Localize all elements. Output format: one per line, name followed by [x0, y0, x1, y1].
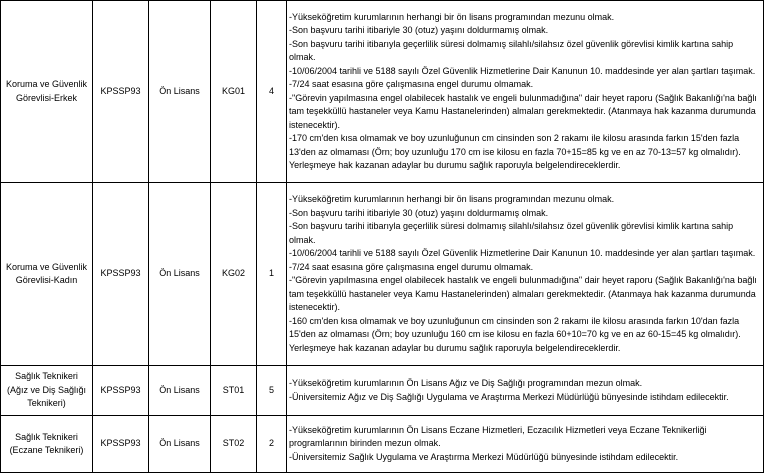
- position-title-line: Koruma ve Güvenlik: [5, 261, 88, 272]
- score-type-cell: KPSSP93: [93, 183, 149, 366]
- requirement-item: -Son başvuru tarihi itibarıyla geçerlilik süresi dolmamış silahlı/silahsız özel güvenlik görevlisi kimlik kartına sahip olmak.: [289, 221, 734, 245]
- position-title-line: (Ağız ve Diş Sağlığı: [6, 384, 87, 395]
- position-title-line: Teknikeri): [27, 398, 66, 409]
- score-type-cell: KPSSP93: [93, 416, 149, 473]
- requirement-item: -10/06/2004 tarihli ve 5188 sayılı Özel Güvenlik Hizmetlerine Dair Kanunun 10. maddesinde yer alan şartları taşımak.: [289, 65, 756, 76]
- requirement-item: -160 cm'den kısa olmamak ve boy uzunluğunun cm cinsinden son 2 rakamı ile kilosu arasında farkın 10'dan fazla 15'den az olmaması (Örn; boy uzunluğu 160 cm ise kilosu en fazla 60+10=70 kg ve en az 60-15=45 kg olmalıdır). Yerleşmeye hak kazanan adaylar bu durumu sağlık raporuyla belgelendireceklerdir.: [289, 315, 741, 353]
- position-quantity-cell: 2: [257, 416, 287, 473]
- requirements-cell: [287, 416, 764, 473]
- position-title-cell: [1, 366, 93, 416]
- requirement-item: -Üniversitemiz Sağlık Uygulama ve Araştırma Merkezi Müdürlüğü bünyesinde istihdam edilecektir.: [289, 451, 679, 462]
- requirements-cell: [287, 366, 764, 416]
- position-code-cell: KG01: [211, 1, 257, 183]
- position-title-cell: [1, 1, 93, 183]
- requirement-item: -"Görevin yapılmasına engel olabilecek hastalık ve engeli bulunmadığına" dair heyet raporu (Sağlık Bakanlığı'na bağlı tam teşekküllü hastaneler veya Kamu Hastanelerinden) almaları gerekmektedir. (Atanmaya hak kazanma durumunda istenecektir).: [289, 275, 757, 312]
- requirement-item: -170 cm'den kısa olmamak ve boy uzunluğunun cm cinsinden son 2 rakamı ile kilosu arasında farkın 15'den fazla 13'den az olmaması (Örn; boy uzunluğu 170 cm ise kilosu en fazla 70+15=85 kg ve en az 70-13=57 kg olmalıdır). Yerleşmeye hak kazanan adaylar bu durumu sağlık raporuyla belgelendireceklerdir.: [289, 133, 741, 170]
- requirement-item: -10/06/2004 tarihli ve 5188 sayılı Özel Güvenlik Hizmetlerine Dair Kanunun 10. maddesinde yer alan şartları taşımak.: [289, 248, 756, 258]
- table-row: [1, 1, 764, 183]
- education-level-cell: Ön Lisans: [149, 416, 211, 473]
- position-title-line: Sağlık Teknikeri: [15, 431, 78, 442]
- requirement-item: -7/24 saat esasına göre çalışmasına engel durumu olmamak.: [289, 261, 534, 272]
- position-title-line: Sağlık Teknikeri: [15, 371, 78, 382]
- position-code-cell: ST01: [211, 366, 257, 416]
- education-level-cell: Ön Lisans: [149, 366, 211, 416]
- position-title-line: Koruma ve Güvenlik: [5, 79, 88, 89]
- position-title-cell: [1, 416, 93, 473]
- requirement-item: -Yükseköğretim kurumlarının Ön Lisans Eczane Hizmetleri, Eczacılık Hizmetleri veya Eczane Teknikerliği programlarının birinden mezun olmak.: [289, 424, 707, 449]
- requirement-item: -"Görevin yapılmasına engel olabilecek hastalık ve engeli bulunmadığına" dair heyet raporu (Sağlık Bakanlığı'na bağlı tam teşekküllü hastaneler veya Kamu Hastanelerinden) almaları gerekmektedir. (Atanmaya hak kazanma durumunda istenecektir).: [289, 92, 757, 130]
- requirement-item: -Üniversitemiz Ağız ve Diş Sağlığı Uygulama ve Araştırma Merkezi Müdürlüğü bünyesinde istihdam edilecektir.: [289, 391, 729, 402]
- position-title-line: (Eczane Teknikeri): [9, 445, 84, 455]
- education-level-cell: Ön Lisans: [149, 1, 211, 183]
- score-type-cell: KPSSP93: [93, 366, 149, 416]
- position-code-cell: ST02: [211, 416, 257, 473]
- requirement-item: -Yükseköğretim kurumlarının herhangi bir ön lisans programından mezunu olmak.: [289, 194, 615, 204]
- position-title-line: Görevlisi-Erkek: [15, 92, 77, 103]
- position-title-line: Görevlisi-Kadın: [15, 275, 78, 285]
- education-level-cell: Ön Lisans: [149, 183, 211, 366]
- position-title-cell: [1, 183, 93, 366]
- requirements-cell: [287, 1, 764, 183]
- table-row: [1, 366, 764, 416]
- position-quantity-cell: 5: [257, 366, 287, 416]
- table-row: [1, 416, 764, 473]
- requirement-item: -Yükseköğretim kurumlarının Ön Lisans Ağız ve Diş Sağlığı programından mezun olmak.: [289, 378, 643, 388]
- requirement-item: -Son başvuru tarihi itibariyle 30 (otuz) yaşını doldurmamış olmak.: [289, 25, 549, 35]
- table-row: [1, 183, 764, 366]
- requirement-item: -Yükseköğretim kurumlarının herhangi bir ön lisans programından mezunu olmak.: [289, 11, 615, 22]
- requirements-cell: [287, 183, 764, 366]
- position-quantity-cell: 4: [257, 1, 287, 183]
- requirement-item: -Son başvuru tarihi itibarıyla geçerlilik süresi dolmamış silahlı/silahsız özel güvenlik görevlisi kimlik kartına sahip olmak.: [289, 38, 734, 62]
- score-type-cell: KPSSP93: [93, 1, 149, 183]
- position-quantity-cell: 1: [257, 183, 287, 366]
- position-code-cell: KG02: [211, 183, 257, 366]
- requirement-item: -Son başvuru tarihi itibariyle 30 (otuz) yaşını doldurmamış olmak.: [289, 207, 549, 218]
- requirement-item: -7/24 saat esasına göre çalışmasına engel durumu olmamak.: [289, 79, 534, 89]
